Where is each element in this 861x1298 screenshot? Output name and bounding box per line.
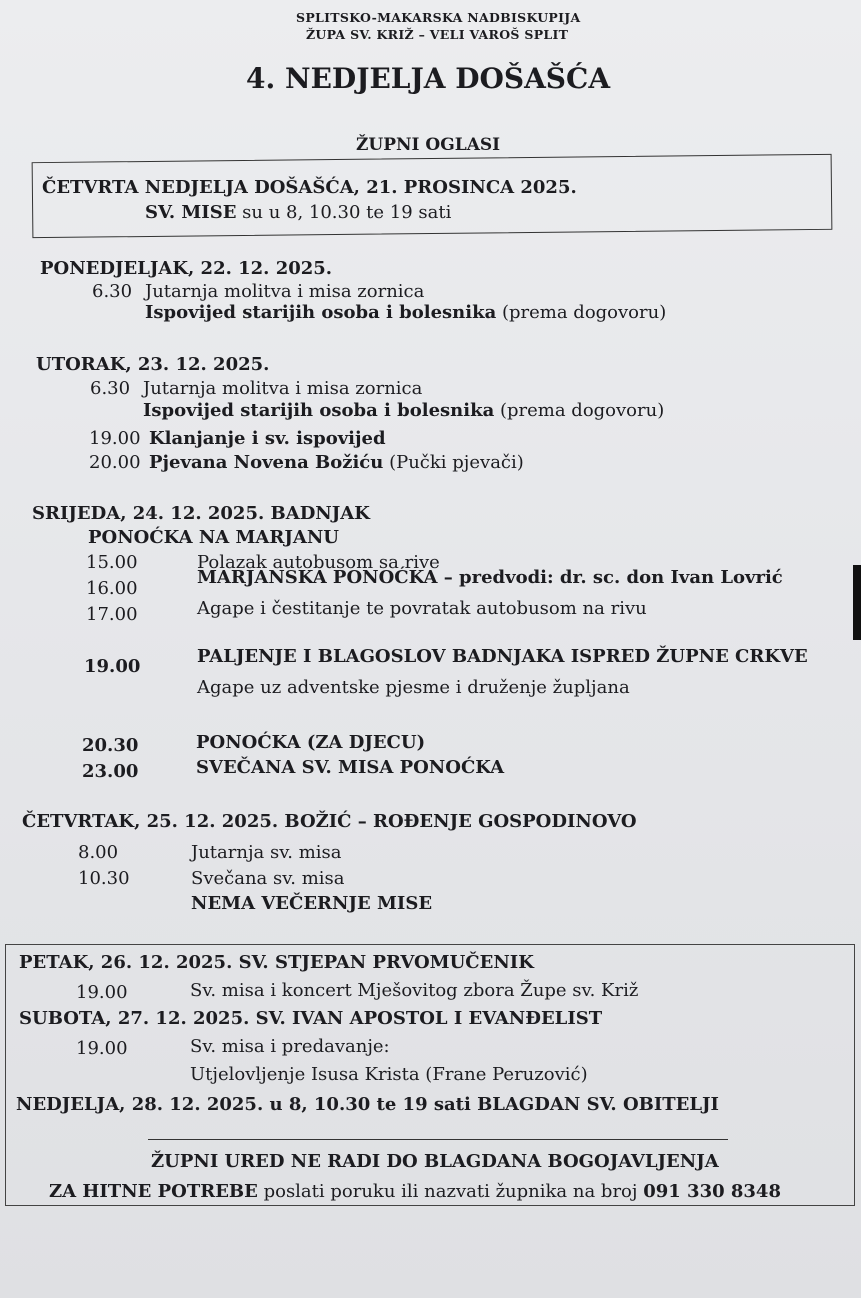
tuesday-item-2-note: (prema dogovoru) [494, 400, 665, 421]
saturday-time: 19.00 [76, 1038, 128, 1059]
wednesday-item-3: Agape i čestitanje te povratak autobusom na rivu [197, 598, 647, 619]
urgent-text: poslati poruku ili nazvati župnika na broj [257, 1181, 644, 1202]
wednesday-time-4: 19.00 [84, 656, 141, 677]
monday-time-1: 6.30 [92, 281, 133, 302]
tuesday-heading: UTORAK, 23. 12. 2025. [36, 354, 270, 375]
tuesday-item-3: Klanjanje i sv. ispovijed [149, 428, 386, 449]
tuesday-time-4: 20.00 [89, 452, 141, 473]
wednesday-time-6: 23.00 [82, 761, 139, 782]
monday-item-1: Jutarnja molitva i misa zornica [145, 281, 425, 302]
wednesday-item-1: Polazak autobusom sa rive [197, 552, 440, 573]
tuesday-item-2-bold: Ispovijed starijih osoba i bolesnika [143, 400, 495, 421]
sunday-28-heading: NEDJELJA, 28. 12. 2025. u 8, 10.30 te 19 sati BLAGDAN SV. OBITELJI [16, 1094, 719, 1115]
announcements-subtitle: ŽUPNI OGLASI [356, 135, 501, 155]
tuesday-time-3: 19.00 [89, 428, 141, 449]
sunday-masses [145, 202, 451, 223]
friday-item: Sv. misa i koncert Mješovitog zbora Župe sv. Križ [190, 980, 639, 1001]
thursday-time-2: 10.30 [78, 868, 130, 889]
sunday-heading: ČETVRTA NEDJELJA DOŠAŠĆA, 21. PROSINCA 2025. [42, 177, 577, 198]
tuesday-item-4-note: (Pučki pjevači) [383, 452, 524, 473]
wednesday-time-3: 17.00 [86, 604, 138, 625]
page-title: 4. NEDJELJA DOŠAŠĆA [246, 62, 611, 95]
wednesday-item-2: MARJANSKA PONOĆKA – predvodi: dr. sc. don Ivan Lovrić [197, 567, 783, 588]
urgent-label: ZA HITNE POTREBE [49, 1181, 258, 1202]
tuesday-item-1: Jutarnja molitva i misa zornica [143, 378, 423, 399]
wednesday-heading: SRIJEDA, 24. 12. 2025. BADNJAK [32, 503, 370, 524]
monday-heading: PONEDJELJAK, 22. 12. 2025. [40, 258, 333, 279]
wednesday-item-4: PALJENJE I BLAGOSLOV BADNJAKA ISPRED ŽUPNE CRKVE [197, 646, 808, 667]
masses-times: su u 8, 10.30 te 19 sati [236, 202, 452, 223]
thursday-item-1: Jutarnja sv. misa [191, 842, 342, 863]
wednesday-time-1: 15.00 [86, 552, 138, 573]
office-notice: ŽUPNI URED NE RADI DO BLAGDANA BOGOJAVLJENJA [151, 1151, 719, 1172]
monday-item-2-bold: Ispovijed starijih osoba i bolesnika [145, 302, 497, 323]
friday-time: 19.00 [76, 982, 128, 1003]
wednesday-item-6: SVEČANA SV. MISA PONOĆKA [196, 757, 505, 778]
saturday-item-2: Utjelovljenje Isusa Krista (Frane Peruzović) [190, 1064, 588, 1085]
urgent-notice [49, 1181, 781, 1202]
friday-heading: PETAK, 26. 12. 2025. SV. STJEPAN PRVOMUČENIK [19, 952, 534, 973]
tuesday-item-4-bold: Pjevana Novena Božiću [149, 452, 384, 473]
phone-number: 091 330 8348 [643, 1181, 781, 1202]
parish-name: ŽUPA SV. KRIŽ – VELI VAROŠ SPLIT [306, 27, 569, 42]
thursday-item-2: Svečana sv. misa [191, 868, 345, 889]
saturday-item: Sv. misa i predavanje: [190, 1036, 390, 1057]
archdiocese-name: SPLITSKO-MAKARSKA NADBISKUPIJA [296, 10, 581, 25]
saturday-heading: SUBOTA, 27. 12. 2025. SV. IVAN APOSTOL I EVANĐELIST [19, 1008, 603, 1029]
tuesday-item-2 [143, 400, 664, 421]
thursday-note: NEMA VEČERNJE MISE [191, 893, 433, 914]
masses-label: SV. MISE [145, 202, 237, 223]
thursday-time-1: 8.00 [78, 842, 119, 863]
divider [148, 1139, 728, 1140]
tuesday-item-4 [149, 452, 524, 473]
wednesday-time-2: 16.00 [86, 578, 138, 599]
wednesday-item-4-sub: Agape uz adventske pjesme i druženje župljana [197, 677, 630, 698]
monday-item-2 [145, 302, 666, 323]
thursday-heading: ČETVRTAK, 25. 12. 2025. BOŽIĆ – ROĐENJE GOSPODINOVO [22, 811, 637, 832]
wednesday-item-5: PONOĆKA (ZA DJECU) [196, 732, 426, 753]
monday-item-2-note: (prema dogovoru) [496, 302, 667, 323]
photo-edge [853, 565, 861, 640]
tuesday-time-1: 6.30 [90, 378, 131, 399]
wednesday-section: PONOĆKA NA MARJANU [88, 527, 339, 548]
wednesday-time-5: 20.30 [82, 735, 139, 756]
